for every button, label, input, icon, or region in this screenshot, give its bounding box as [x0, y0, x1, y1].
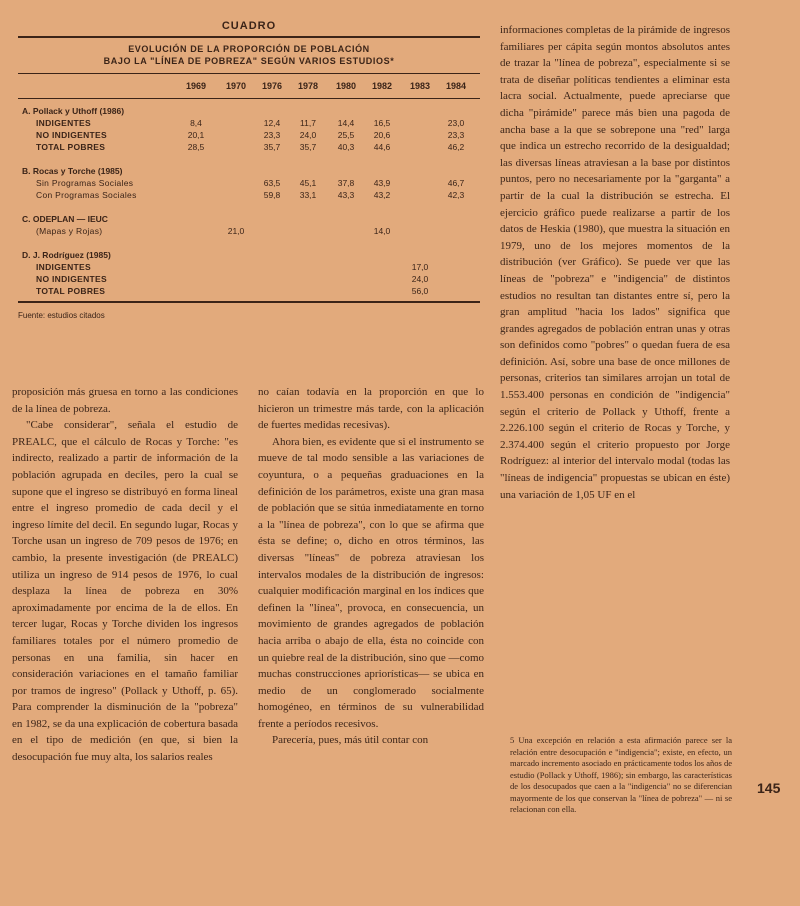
table-cell: 16,5	[373, 118, 391, 128]
table-row	[18, 273, 480, 285]
table-cell: 20,6	[373, 130, 391, 140]
table-year-header: 1982	[371, 81, 393, 91]
table-cell: 40,3	[337, 142, 355, 152]
table-top-rule	[18, 36, 480, 38]
table-cell: 63,5	[263, 178, 281, 188]
table-row-label: (Mapas y Rojas)	[36, 226, 103, 236]
table-cell: 59,8	[263, 190, 281, 200]
table-cell: 25,5	[337, 130, 355, 140]
table-section-title: B. Rocas y Torche (1985)	[22, 166, 123, 176]
table-row	[18, 225, 480, 237]
text-column-right	[500, 22, 730, 503]
table-cell: 12,4	[263, 118, 281, 128]
table-year-header: 1980	[335, 81, 357, 91]
table-cell: 11,7	[300, 118, 316, 128]
table-section-title: A. Pollack y Uthoff (1986)	[22, 106, 125, 116]
table-cell: 24,0	[411, 274, 429, 284]
page-number: 145	[757, 780, 781, 796]
table-row-label: TOTAL POBRES	[36, 286, 106, 296]
table-row-label: Con Programas Sociales	[36, 190, 137, 200]
paragraph: no caían todavía en la proporción en que lo hicieron un trimestre más tarde, con la aplicación de fuertes medidas recesivas).	[258, 386, 484, 432]
table-year-header: 1976	[261, 81, 283, 91]
table-section	[18, 105, 480, 153]
table-cell: 21,0	[227, 226, 245, 236]
table-year-header: 1969	[185, 81, 207, 91]
paragraph: informaciones completas de la pirámide de ingresos familiares per cápita según montos absolutos antes de trazar la "línea de pobreza", especialmente si se trata de diseñar políticas tendientes a eliminar esta lacra social. Actualmente, puede apreciarse que dicha "pirámide" parece más bien una pagoda de ancha base a la que se sobrepone una "red" larga que indica un estrecho recorrido de la desigualdad; las diversas líneas atraviesan a la base por distintos puntos, pero no necesariamente por la "garganta" a partir de la cual la distribución se estrecha. El ejercicio gráfico puede realizarse a partir de los datos de Heskia (1980), que muestra la situación en 1979, uno de los mejores momentos de la distribución (ver Gráfico). Se puede ver que las líneas de "pobreza" e "indigencia" de distintos estudios no resultan tan distantes entre sí, pero la gran amplitud "hacia los lados" significa que grandes agregados de población entran unas y otras son definidos como "pobres" o quedan fuera de esa definición. Así, sobre una base de once millones de personas, criterios tan similares arrojan un total de 1.553.400 personas en condición de "indigencia" según el criterio de Pollack y Uthoff, frente a 2.226.100 según el criterio de Rocas y Torche, y 2.374.400 según el criterio propuesto por Jorge Rodríguez: al interior del intervalo modal (todas las "líneas de indigencia" propuestas se ubican en éste) una variación de 1,05 UF en el	[500, 24, 730, 501]
table-row	[18, 285, 480, 297]
table-year-header: 1983	[409, 81, 431, 91]
table-row-label: TOTAL POBRES	[36, 142, 106, 152]
table-source: Fuente: estudios citados	[18, 311, 105, 320]
table-row-label: NO INDIGENTES	[36, 130, 107, 140]
table-header-rule	[18, 73, 480, 74]
table-cell: 46,7	[447, 178, 465, 188]
table-row	[18, 141, 480, 153]
table-row	[18, 261, 480, 273]
table-row	[18, 177, 480, 189]
table-row-label: INDIGENTES	[36, 118, 91, 128]
table-cell: 35,7	[299, 142, 317, 152]
table-row-label: NO INDIGENTES	[36, 274, 107, 284]
table-heading-line1: EVOLUCIÓN DE LA PROPORCIÓN DE POBLACIÓN	[128, 44, 370, 54]
text-column-middle	[258, 384, 484, 749]
paragraph: Parecería, pues, más útil contar con	[272, 734, 429, 747]
table-cell: 23,3	[447, 130, 465, 140]
table-cell: 14,0	[373, 226, 391, 236]
paragraph: Ahora bien, es evidente que si el instrumento se mueve de tal modo sensible a las variaciones de coyuntura, o a pequeñas graduaciones en la definición de los parámetros, existe una gran masa de población que se sitúa inmediatamente en torno a la "línea de pobreza", con lo que se afirma que ésta se define; o, dicho en otros términos, las diversas "líneas" de pobreza atraviesan los intervalos modales de la distribución de ingresos: cualquier modificación marginal en los índices que definen la "línea", provoca, en consecuencia, un movimiento de grandes agregados de población hacia arriba o abajo de ella, ésta no coincide con un quiebre real de la distribución, sino que —como muchas construcciones apriorísticas— se ubica en medio de un conglomerado socialmente homogéneo, en términos de su vulnerabilidad frente a períodos recesivos.	[258, 435, 484, 730]
table-cell: 35,7	[263, 142, 281, 152]
table-heading-line2: BAJO LA "LÍNEA DE POBREZA" SEGÚN VARIOS ESTUDIOS*	[103, 56, 395, 66]
table-section	[18, 165, 480, 201]
table-years-row	[18, 78, 480, 94]
table-cell: 8,4	[190, 118, 202, 128]
poverty-table	[18, 10, 480, 362]
table-year-header: 1978	[297, 81, 319, 91]
table-cell: 20,1	[187, 130, 205, 140]
table-row	[18, 189, 480, 201]
table-row	[18, 117, 480, 129]
paragraph: "Cabe considerar", señala el estudio de PREALC, que el cálculo de Rocas y Torche: "es indirecto, realizado a partir de información de la población agrupada en deciles, pero la cual se supone que el ingreso se distribuyó en forma lineal entre el ingreso promedio de cada decil y el ingreso límite del decil. En segundo lugar, Rocas y Torche usan un ingreso de 709 pesos de 1976; en cambio, la presente investigación (de PREALC) utiliza un ingreso de 914 pesos de 1976, lo cual desplaza la línea de pobreza en 30% aproximadamente por encima de la de ellos. En tercer lugar, Rocas y Torche dividen los ingresos familiares totales por el número promedio de personas en una familia, sin hacer en consideración variaciones en el tamaño familiar por tramos de ingreso" (Pollack y Uthoff, p. 65). Para comprender la disminución de la "pobreza" en 1982, se da una explicación de cobertura basada en el tipo de medición (en que, si bien la desocupación fue muy alta, los salarios reales	[12, 419, 238, 764]
table-cell: 23,0	[447, 118, 465, 128]
table-row	[18, 129, 480, 141]
table-year-header: 1984	[445, 81, 467, 91]
table-cell: 44,6	[373, 142, 391, 152]
table-cell: 23,3	[263, 130, 281, 140]
table-label: CUADRO	[221, 20, 277, 32]
table-cell: 24,0	[299, 130, 317, 140]
table-row-label: Sin Programas Sociales	[36, 178, 134, 188]
table-cell: 42,3	[447, 190, 465, 200]
table-cell: 37,8	[337, 178, 355, 188]
table-section-title: D. J. Rodríguez (1985)	[22, 250, 111, 260]
table-cell: 33,1	[299, 190, 317, 200]
table-cell: 46,2	[447, 142, 465, 152]
table-cell: 56,0	[411, 286, 429, 296]
table-cell: 43,2	[373, 190, 391, 200]
table-years-rule	[18, 98, 480, 99]
table-section	[18, 249, 480, 297]
text-column-left	[12, 384, 238, 766]
table-cell: 45,1	[299, 178, 317, 188]
table-sections	[18, 105, 480, 297]
table-cell: 28,5	[187, 142, 205, 152]
table-heading	[18, 43, 480, 67]
table-cell: 43,3	[337, 190, 355, 200]
table-row-label: INDIGENTES	[36, 262, 91, 272]
table-section	[18, 213, 480, 237]
table-section-title: C. ODEPLAN — IEUC	[22, 214, 108, 224]
table-cell: 43,9	[373, 178, 391, 188]
table-bottom-rule	[18, 301, 480, 303]
table-cell: 17,0	[411, 262, 429, 272]
table-cell: 14,4	[337, 118, 355, 128]
paragraph: proposición más gruesa en torno a las condiciones de la línea de pobreza.	[12, 386, 238, 415]
table-year-header: 1970	[225, 81, 247, 91]
footnote: 5 Una excepción en relación a esta afirmación parece ser la relación entre desocupación e "indigencia"; existe, en efecto, un marcado incremento asociado en prácticamente todos los años de estudio (Pollack y Uthoff, 1986); sin embargo, las características de los desocupados que caen a la "indigencia" no se diferencian mayormente de los que conservan la "línea de pobreza" — ni se relacionan con ella.	[510, 735, 732, 814]
